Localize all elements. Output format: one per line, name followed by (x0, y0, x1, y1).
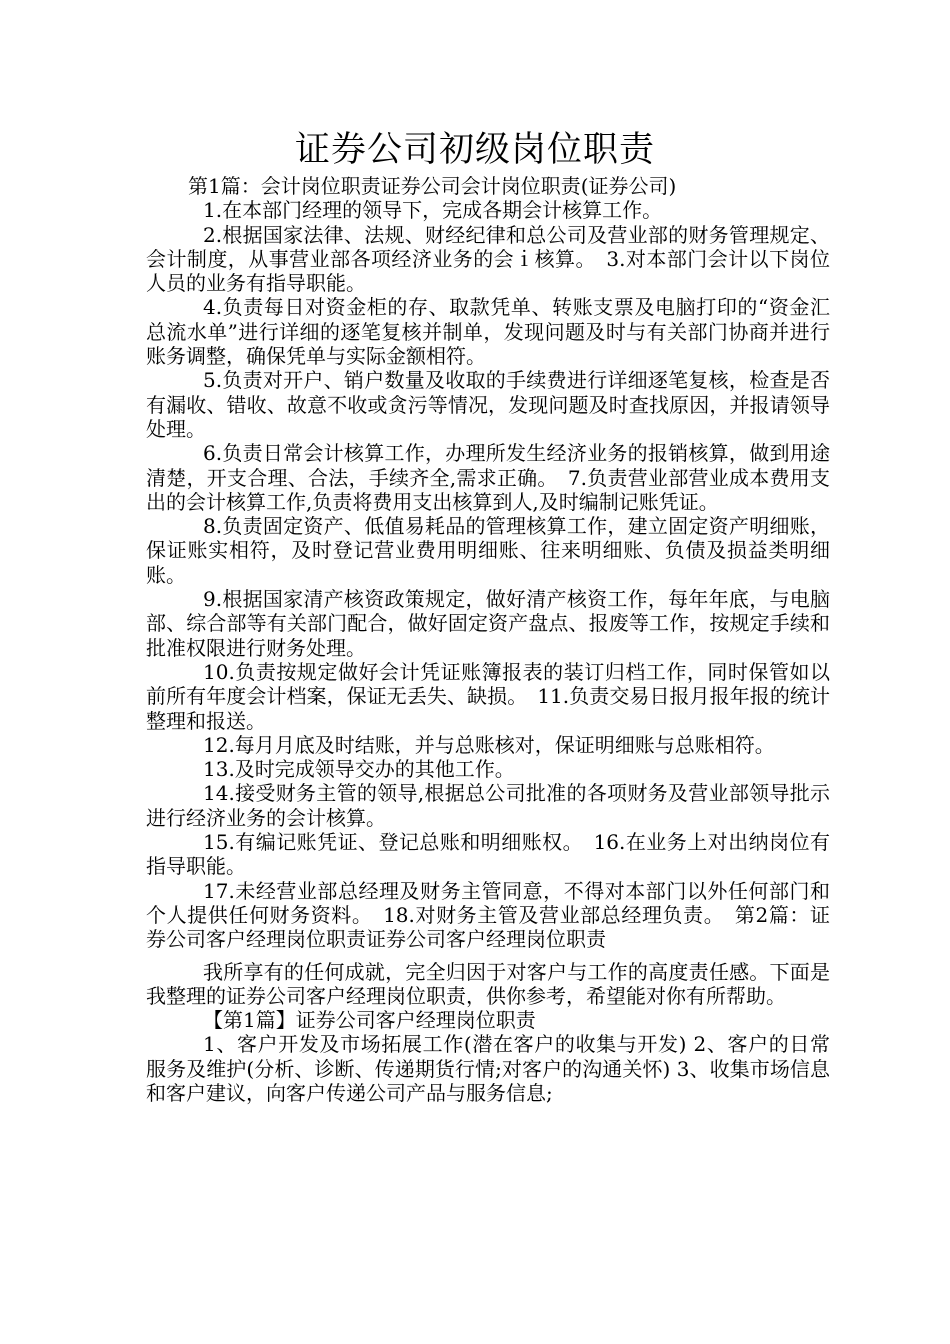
paragraph: 1.在本部门经理的领导下，完成各期会计核算工作。 (203, 198, 663, 223)
paragraph: 第1篇：会计岗位职责证券公司会计岗位职责(证券公司) (188, 174, 677, 198)
document-title: 证券公司初级岗位职责 (294, 130, 655, 170)
paragraph: 6.负责日常会计核算工作，办理所发生经济业务的报销核算，做到用途清楚，开支合理、合法，手续齐全,需求正确。 7.负责营业部营业成本费用支出的会计核算工作,负责将费用支出核算到人,及时编制记账凭证。 (146, 441, 830, 514)
paragraph: 15.有编记账凭证、登记总账和明细账权。 16.在业务上对出纳岗位有指导职能。 (146, 830, 830, 879)
section-heading: 【第1篇】证券公司客户经理岗位职责 (203, 1008, 536, 1033)
paragraph: 14.接受财务主管的领导,根据总公司批准的各项财务及营业部领导批示进行经济业务的会计核算。 (146, 781, 830, 830)
paragraph: 12.每月月底及时结账，并与总账核对，保证明细账与总账相符。 (203, 732, 775, 757)
paragraph: 17.未经营业部总经理及财务主管同意，不得对本部门以外任何部门和个人提供任何财务资料。 18.对财务主管及营业部总经理负责。 第2篇：证券公司客户经理岗位职责证券公司客户经理岗位职责 (146, 878, 830, 952)
paragraph: 5.负责对开户、销户数量及收取的手续费进行详细逐笔复核，检查是否有漏收、错收、故意不收或贪污等情况，发现问题及时查找原因，并报请领导处理。 (146, 368, 830, 441)
document-body (146, 174, 830, 1105)
paragraph: 1、客户开发及市场拓展工作(潜在客户的收集与开发) 2、客户的日常服务及维护(分析、诊断、传递期货行情;对客户的沟通关怀) 3、收集市场信息和客户建议，向客户传递公司产品与服务信息; (146, 1032, 830, 1105)
paragraph: 10.负责按规定做好会计凭证账簿报表的装订归档工作，同时保管如以前所有年度会计档案，保证无丢失、缺损。 11.负责交易日报月报年报的统计整理和报送。 (146, 659, 830, 733)
paragraph: 9.根据国家清产核资政策规定，做好清产核资工作，每年年底，与电脑部、综合部等有关部门配合，做好固定资产盘点、报废等工作，按规定手续和批准权限进行财务处理。 (146, 587, 830, 660)
paragraph: 13.及时完成领导交办的其他工作。 (203, 757, 515, 782)
paragraph: 8.负责固定资产、低值易耗品的管理核算工作，建立固定资产明细账，保证账实相符，及时登记营业费用明细账、往来明细账、负债及损益类明细账。 (146, 514, 830, 587)
paragraph: 4.负责每日对资金柜的存、取款凭单、转账支票及电脑打印的“资金汇总流水单”进行详细的逐笔复核并制单，发现问题及时与有关部门协商并进行账务调整，确保凭单与实际金额相符。 (146, 295, 830, 369)
paragraph: 2.根据国家法律、法规、财经纪律和总公司及营业部的财务管理规定、会计制度，从事营业部各项经济业务的会ｉ核算。 3.对本部门会计以下岗位人员的业务有指导职能。 (146, 222, 830, 296)
paragraph: 我所享有的任何成就，完全归因于对客户与工作的高度责任感。下面是我整理的证券公司客户经理岗位职责，供你参考，希望能对你有所帮助。 (146, 959, 830, 1008)
